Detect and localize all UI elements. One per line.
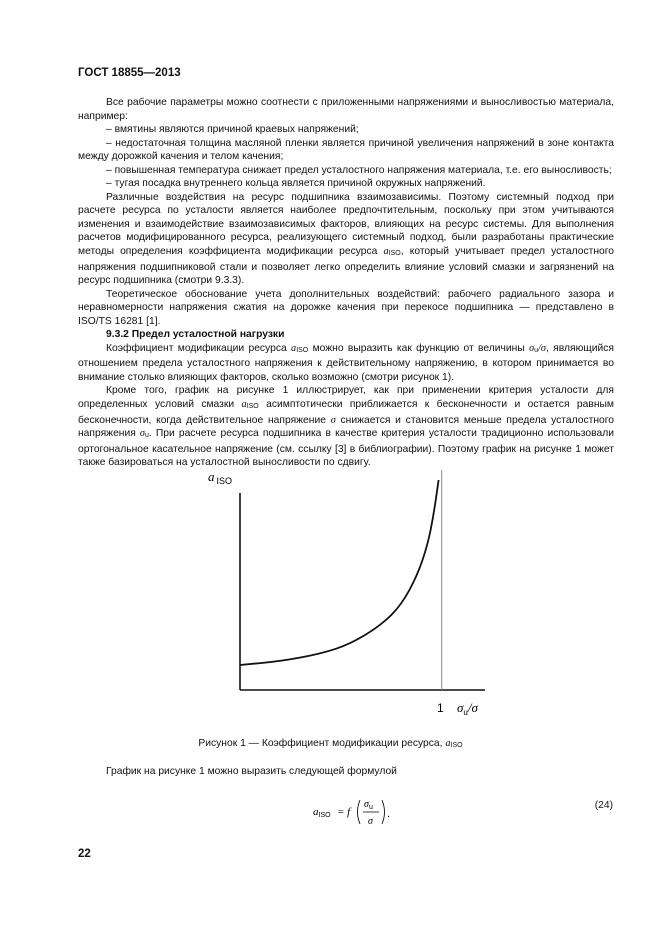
figure-1-chart (200, 465, 500, 720)
section-heading: 9.3.2 Предел усталостной нагрузки (106, 329, 285, 341)
formula-intro: График на рисунке 1 можно выразить следующей формулой (106, 766, 397, 777)
curve-series (240, 480, 439, 665)
equation-number: (24) (594, 800, 613, 811)
document-header: ГОСТ 18855—2013 (78, 67, 181, 79)
y-axis-label: a $_{ISO}$ (208, 469, 233, 486)
x-axis-label: $\sigma_u/\sigma$ (457, 700, 478, 717)
svg-text:= f: = f (337, 806, 351, 818)
body-text (78, 96, 614, 470)
paragraph: Все рабочие параметры можно соотнести с приложенными напряжениями и выносливостью материала, например: (78, 97, 614, 122)
x-tick-label: 1 (437, 701, 444, 715)
figure-caption: Рисунок 1 — Коэффициент модификации ресурса, aISO (198, 738, 463, 749)
list-item: – тугая посадка внутреннего кольца является причиной окружных напряжений. (106, 178, 486, 190)
page-number: 22 (78, 848, 91, 860)
svg-text:.: . (387, 808, 391, 820)
svg-text:σu: $\sigma_u$ (364, 799, 373, 811)
formula-24 (313, 795, 403, 829)
list-item: – недостаточная толщина масляной пленки является причиной увеличения напряжений в зоне контакта между дорожкой качения и телом качения; (78, 137, 614, 163)
right-paren (382, 800, 385, 824)
left-paren (358, 800, 361, 824)
list-item: – вмятины являются причиной краевых напряжений; (106, 124, 359, 136)
paragraph: Различные воздействия на ресурс подшипника взаимозависимы. Поэтому системный подход при расчете ресурса по усталости является наиболее предпочтительным, поскольку при этом учитываются изменения и взаимодействие взаимозависимых факторов, влияющих на ресурс системы. Для выполнения расчетов модифицированного ресурса, реализующего системный подход, были разработаны практические методы определения коэффициента модификации ресурса aISO, который учитывает предел усталостного напряжения подшипниковой стали и позволяет легко определить влияние условий смазки и загрязнений на ресурс подшипника (смотри 9.3.3). (78, 191, 614, 287)
paragraph: Коэффициент модификации ресурса aISO можно выразить как функцию от величины σu/σ, являющийся отношением предела усталостного напряжения к действительному напряжению, в котором принимается во внимание столько влияющих факторов, сколько возможно (смотри рисунок 1). (78, 342, 614, 383)
list-item: – повышенная температура снижает предел усталостного напряжения материала, т.е. его выносливость; (106, 164, 612, 176)
paragraph: Кроме того, график на рисунке 1 иллюстрирует, как при применении критерия усталости для определенных условий смазки aISO асимптотически приближается к бесконечности и остается равным бесконечности, когда действительное напряжение σ снижается и становится меньше предела усталостного напряжения σu. При расчете ресурса подшипника в качестве критерия усталости традиционно использовали ортогональное касательное напряжение (см. ссылку [3] в библиографии). Поэтому график на рисунке 1 может также базироваться на усталостной выносливости по сдвигу. (78, 385, 614, 469)
svg-text:σ: σ (368, 816, 373, 827)
svg-text:aISO: aISO (313, 806, 331, 819)
paragraph: Теоретическое обоснование учета дополнительных воздействий: рабочего радиального зазора и неравномерности напряжения сжатия на дорожке качения при перекосе подшипника — представлено в ISO/TS 16281 [1]. (78, 288, 614, 327)
